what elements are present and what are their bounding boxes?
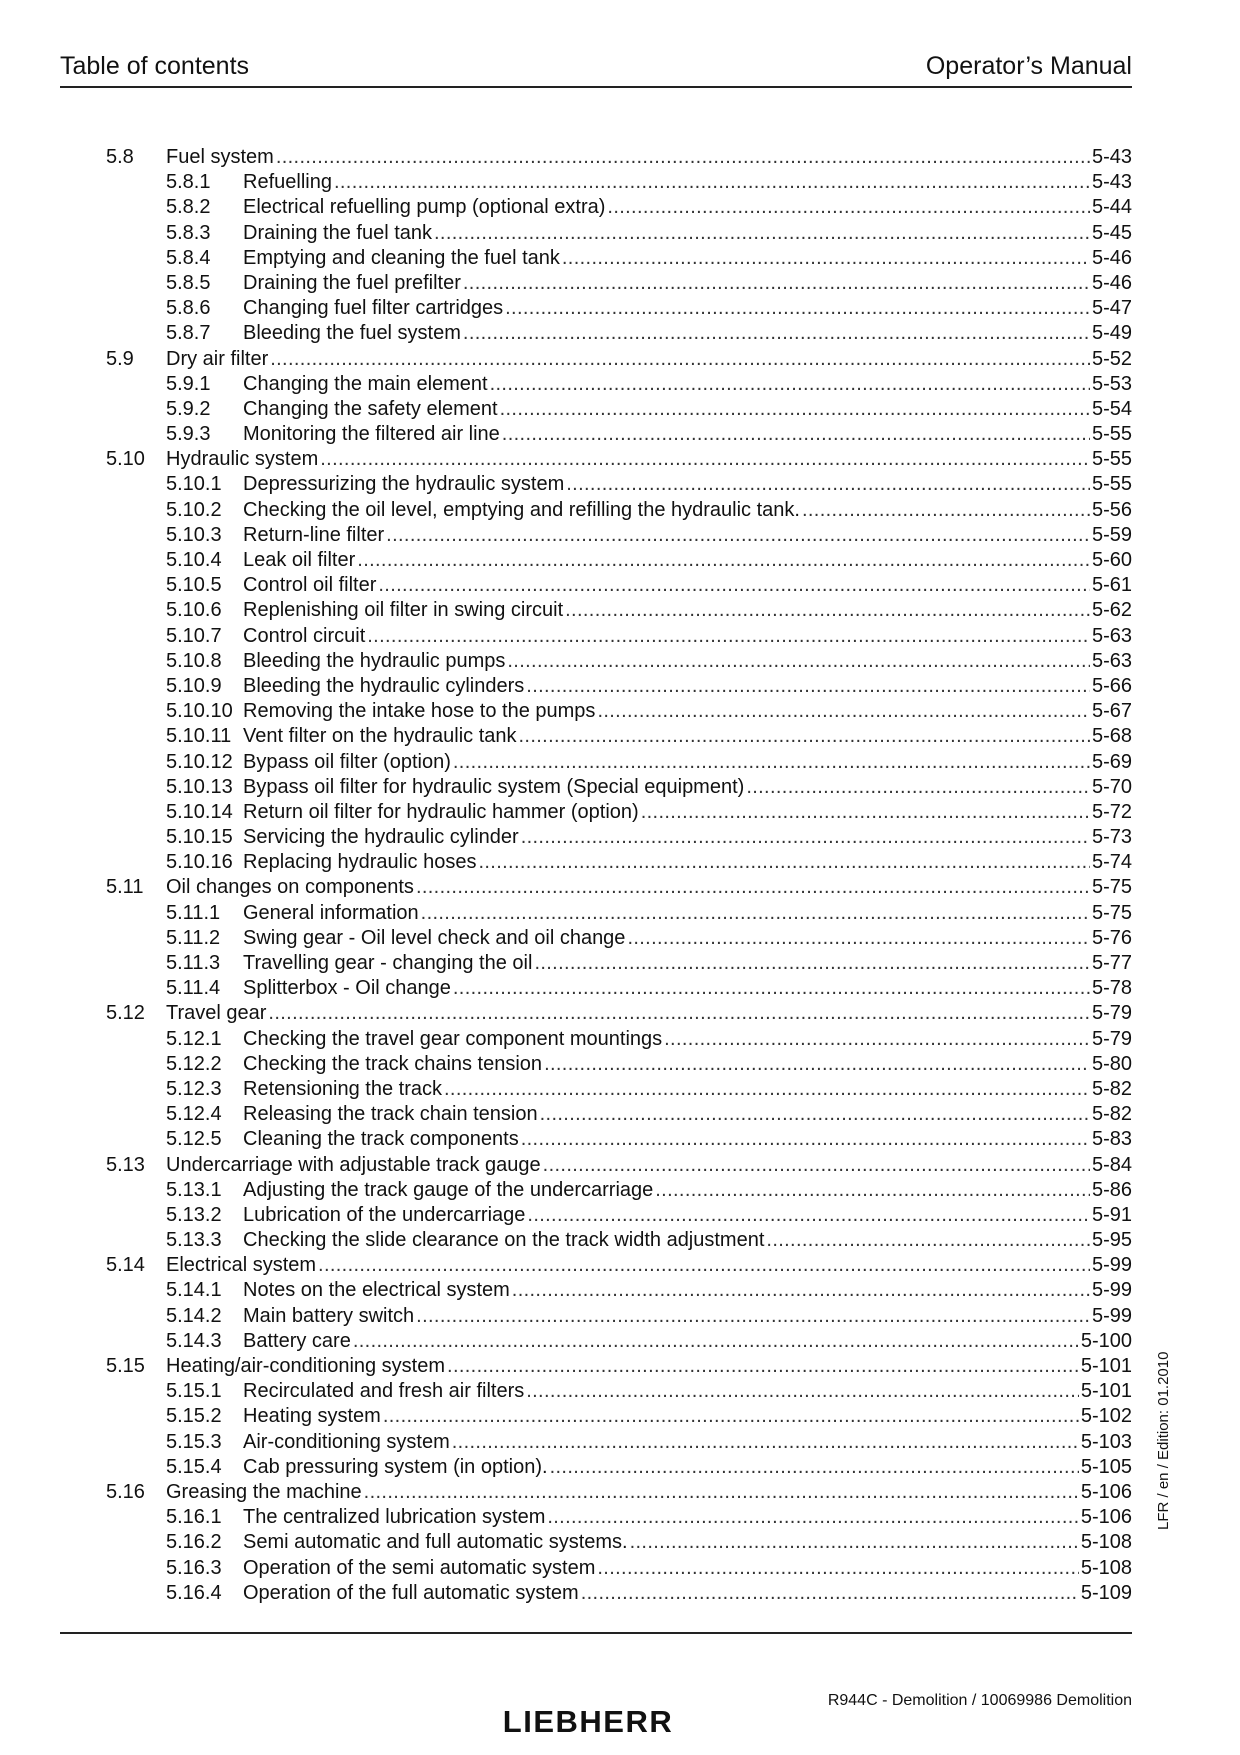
toc-entry-number: 5.10.12	[166, 750, 233, 773]
toc-entry[interactable]	[106, 951, 1132, 976]
toc-entry[interactable]	[106, 1102, 1132, 1127]
toc-entry-title: Recirculated and fresh air filters	[243, 1380, 525, 1403]
toc-entry[interactable]	[106, 875, 1132, 900]
toc-entry-page: 5-72	[1091, 800, 1132, 823]
toc-entry-title: Greasing the machine	[166, 1480, 362, 1503]
toc-entry-page: 5-101	[1080, 1355, 1132, 1377]
toc-entry-number: 5.16.4	[166, 1581, 222, 1604]
toc-entry-title: Retensioning the track	[243, 1077, 443, 1100]
toc-dot-leader	[364, 1480, 1079, 1505]
toc-entry-number: 5.8.3	[166, 221, 211, 244]
toc-entry-page: 5-43	[1091, 171, 1132, 194]
toc-entry-number: 5.13.3	[166, 1229, 222, 1252]
toc-dot-leader	[463, 321, 1090, 346]
toc-dot-leader	[453, 976, 1090, 1001]
toc-entry-number: 5.15.4	[166, 1455, 222, 1478]
toc-entry-page: 5-91	[1091, 1203, 1132, 1226]
toc-entry-page: 5-106	[1080, 1506, 1132, 1529]
toc-entry-number: 5.8.1	[166, 171, 211, 194]
toc-entry-title: Travelling gear - changing the oil	[243, 952, 533, 974]
toc-entry[interactable]	[106, 1178, 1132, 1203]
toc-entry-page: 5-95	[1091, 1229, 1132, 1252]
toc-entry-title: Depressurizing the hydraulic system	[243, 473, 565, 496]
toc-entry[interactable]	[106, 1455, 1132, 1480]
toc-entry-page: 5-84	[1091, 1153, 1132, 1176]
toc-entry-page: 5-60	[1091, 549, 1132, 571]
toc-entry[interactable]	[106, 850, 1132, 875]
toc-entry-page: 5-101	[1080, 1380, 1132, 1403]
toc-entry[interactable]	[106, 1027, 1132, 1052]
toc-dot-leader	[386, 523, 1090, 548]
toc-entry-number: 5.13.1	[166, 1178, 222, 1201]
toc-dot-leader	[597, 1556, 1078, 1581]
toc-entry-page: 5-86	[1091, 1178, 1132, 1201]
toc-entry[interactable]	[106, 825, 1132, 850]
toc-entry-page: 5-82	[1091, 1103, 1132, 1126]
toc-entry[interactable]	[106, 472, 1132, 497]
toc-entry-title: Swing gear - Oil level check and oil change	[243, 926, 626, 949]
toc-entry-number: 5.10.8	[166, 649, 222, 672]
toc-entry-number: 5.15.3	[166, 1430, 222, 1453]
toc-entry-number: 5.12.3	[166, 1077, 222, 1100]
toc-entry-page: 5-43	[1091, 146, 1132, 168]
toc-entry[interactable]	[106, 1052, 1132, 1077]
toc-entry-title: Electrical system	[166, 1254, 317, 1277]
toc-entry-title: Emptying and cleaning the fuel tank	[243, 246, 560, 269]
toc-entry-title: Control circuit	[243, 624, 366, 647]
toc-entry[interactable]	[106, 724, 1132, 749]
toc-entry-number: 5.10.3	[166, 523, 222, 546]
toc-dot-leader	[353, 1329, 1079, 1354]
toc-entry[interactable]	[106, 1253, 1132, 1278]
toc-entry-page: 5-73	[1091, 826, 1132, 849]
toc-entry-page: 5-99	[1091, 1304, 1132, 1327]
toc-entry[interactable]	[106, 1329, 1132, 1354]
toc-entry-title: Checking the slide clearance on the track width adjustment	[243, 1229, 765, 1252]
toc-entry-number: 5.9.1	[166, 372, 211, 395]
toc-dot-leader	[746, 775, 1090, 800]
toc-entry-title: Semi automatic and full automatic systems.	[243, 1531, 628, 1554]
toc-dot-leader	[318, 1253, 1090, 1278]
toc-entry-page: 5-78	[1091, 977, 1132, 1000]
toc-entry-page: 5-70	[1091, 775, 1132, 798]
toc-dot-leader	[597, 699, 1090, 724]
toc-entry[interactable]	[106, 573, 1132, 598]
toc-entry-title: Removing the intake hose to the pumps	[243, 700, 596, 723]
toc-entry[interactable]	[106, 422, 1132, 447]
toc-entry[interactable]	[106, 598, 1132, 623]
toc-entry-title: Return-line filter	[243, 523, 385, 546]
edition-info: LFR / en / Edition: 01.2010	[1155, 1351, 1172, 1530]
toc-dot-leader	[367, 624, 1090, 649]
toc-entry-number: 5.10.16	[166, 851, 233, 874]
toc-dot-leader	[566, 472, 1090, 497]
toc-entry[interactable]	[106, 548, 1132, 573]
toc-entry[interactable]	[106, 1354, 1132, 1379]
toc-entry-title: Refuelling	[243, 171, 332, 194]
toc-dot-leader	[452, 1430, 1079, 1455]
toc-entry-page: 5-55	[1091, 448, 1132, 471]
toc-entry-title: Air-conditioning system	[243, 1430, 450, 1453]
toc-entry-number: 5.8.6	[166, 297, 211, 320]
toc-entry[interactable]	[106, 1153, 1132, 1178]
toc-entry-number: 5.16.3	[166, 1556, 222, 1579]
toc-dot-leader	[526, 674, 1090, 699]
toc-entry-title: Dry air filter	[166, 347, 269, 370]
toc-entry-number: 5.10	[106, 448, 145, 471]
toc-dot-leader	[357, 548, 1090, 573]
toc-dot-leader	[655, 1178, 1090, 1203]
toc-entry-title: Draining the fuel tank	[243, 221, 433, 244]
toc-entry-title: Changing the main element	[243, 372, 488, 395]
toc-entry[interactable]	[106, 498, 1132, 523]
toc-entry-number: 5.10.6	[166, 599, 222, 622]
footer-document-id: R944C - Demolition / 10069986 Demolition	[827, 1692, 1132, 1709]
page-header	[60, 52, 1132, 88]
toc-entry-number: 5.12.5	[166, 1128, 222, 1151]
toc-entry-page: 5-108	[1080, 1556, 1132, 1579]
toc-entry-number: 5.10.1	[166, 473, 222, 496]
toc-entry-number: 5.9.2	[166, 397, 211, 420]
toc-dot-leader	[270, 347, 1090, 372]
toc-dot-leader	[664, 1027, 1090, 1052]
toc-entry-title: Checking the track chains tension	[243, 1052, 543, 1075]
toc-entry-title: Bleeding the fuel system	[243, 322, 461, 345]
toc-entry-page: 5-54	[1091, 397, 1132, 420]
toc-dot-leader	[505, 296, 1090, 321]
toc-dot-leader	[453, 750, 1090, 775]
toc-entry-number: 5.10.7	[166, 624, 222, 647]
toc-entry-page: 5-99	[1091, 1254, 1132, 1277]
toc-entry-page: 5-47	[1091, 297, 1132, 320]
toc-entry-number: 5.11.2	[166, 926, 221, 949]
toc-dot-leader	[434, 221, 1090, 246]
header-section-title: Table of contents	[60, 52, 250, 80]
toc-entry[interactable]	[106, 1530, 1132, 1555]
toc-entry-page: 5-61	[1091, 574, 1132, 597]
toc-entry[interactable]	[106, 1430, 1132, 1455]
toc-entry[interactable]	[106, 1228, 1132, 1253]
toc-entry-page: 5-45	[1091, 221, 1132, 244]
toc-entry-page: 5-77	[1091, 952, 1132, 974]
toc-entry[interactable]	[106, 447, 1132, 472]
toc-entry-number: 5.8.7	[166, 322, 211, 345]
toc-dot-leader	[527, 1203, 1090, 1228]
toc-dot-leader	[544, 1052, 1090, 1077]
toc-dot-leader	[416, 1304, 1090, 1329]
toc-entry-title: Checking the travel gear component mountings	[243, 1027, 663, 1050]
toc-entry-number: 5.8.4	[166, 246, 211, 269]
toc-entry-title: Electrical refuelling pump (optional extra)	[243, 196, 606, 219]
toc-entry[interactable]	[106, 195, 1132, 220]
toc-entry-title: Heating/air-conditioning system	[166, 1355, 446, 1377]
toc-entry[interactable]	[106, 1077, 1132, 1102]
toc-entry-number: 5.16.2	[166, 1531, 222, 1554]
toc-entry-page: 5-108	[1080, 1531, 1132, 1554]
toc-entry[interactable]	[106, 170, 1132, 195]
toc-entry[interactable]	[106, 699, 1132, 724]
toc-entry-title: Operation of the semi automatic system	[243, 1556, 596, 1579]
toc-entry-page: 5-56	[1091, 498, 1132, 521]
toc-entry[interactable]	[106, 1556, 1132, 1581]
toc-entry-number: 5.11.4	[166, 977, 221, 1000]
toc-dot-leader	[444, 1077, 1090, 1102]
toc-dot-leader	[627, 926, 1090, 951]
toc-entry[interactable]	[106, 1001, 1132, 1026]
toc-entry-title: General information	[243, 901, 419, 924]
toc-dot-leader	[463, 271, 1090, 296]
toc-entry-page: 5-75	[1091, 876, 1132, 899]
toc-entry[interactable]	[106, 221, 1132, 246]
toc-entry-title: Return oil filter for hydraulic hammer (option)	[243, 800, 639, 823]
toc-entry-number: 5.10.15	[166, 826, 233, 849]
toc-entry-number: 5.13	[106, 1153, 145, 1176]
toc-entry[interactable]	[106, 649, 1132, 674]
toc-entry-title: Changing the safety element	[243, 397, 498, 420]
toc-entry-title: Bypass oil filter for hydraulic system (Special equipment)	[243, 775, 745, 798]
toc-entry[interactable]	[106, 1127, 1132, 1152]
toc-entry-number: 5.10.2	[166, 498, 222, 521]
toc-entry[interactable]	[106, 624, 1132, 649]
liebherr-logo	[490, 1704, 686, 1738]
toc-entry-title: Heating system	[243, 1405, 381, 1428]
toc-dot-leader	[565, 598, 1090, 623]
toc-entry-page: 5-103	[1080, 1430, 1132, 1453]
toc-entry-title: Travel gear	[166, 1002, 267, 1025]
toc-entry-number: 5.12.4	[166, 1103, 222, 1126]
toc-entry-number: 5.15.2	[166, 1405, 222, 1428]
toc-dot-leader	[383, 1404, 1079, 1429]
toc-entry-page: 5-53	[1091, 372, 1132, 395]
toc-entry[interactable]	[106, 1379, 1132, 1404]
toc-entry-number: 5.8.5	[166, 271, 211, 294]
toc-entry-number: 5.12	[106, 1002, 145, 1025]
toc-entry-page: 5-44	[1091, 196, 1132, 219]
toc-entry-page: 5-75	[1091, 901, 1132, 924]
toc-entry-number: 5.12.1	[166, 1027, 222, 1050]
toc-entry-number: 5.15	[106, 1355, 145, 1377]
toc-dot-leader	[547, 1505, 1078, 1530]
toc-dot-leader	[641, 800, 1090, 825]
toc-entry-title: Undercarriage with adjustable track gauge	[166, 1153, 541, 1176]
toc-dot-leader	[521, 1127, 1090, 1152]
toc-entry-page: 5-68	[1091, 725, 1132, 748]
toc-entry-page: 5-109	[1080, 1581, 1132, 1604]
toc-entry-number: 5.10.13	[166, 775, 233, 798]
toc-dot-leader	[334, 170, 1090, 195]
toc-dot-leader	[268, 1001, 1090, 1026]
toc-entry[interactable]	[106, 775, 1132, 800]
footer-divider	[60, 1632, 1132, 1634]
toc-entry[interactable]	[106, 246, 1132, 271]
toc-entry[interactable]	[106, 1404, 1132, 1429]
toc-entry-title: Notes on the electrical system	[243, 1279, 510, 1302]
toc-dot-leader	[502, 422, 1090, 447]
toc-entry-title: The centralized lubrication system	[243, 1506, 546, 1529]
toc-entry-page: 5-102	[1080, 1405, 1132, 1428]
toc-dot-leader	[802, 498, 1090, 523]
toc-entry-page: 5-55	[1091, 473, 1132, 496]
toc-entry-title: Control oil filter	[243, 574, 377, 597]
toc-entry[interactable]	[106, 271, 1132, 296]
toc-entry-page: 5-63	[1091, 624, 1132, 647]
toc-entry-title: Adjusting the track gauge of the undercarriage	[243, 1178, 654, 1201]
toc-entry-number: 5.11	[106, 876, 144, 899]
toc-dot-leader	[550, 1455, 1079, 1480]
toc-dot-leader	[581, 1581, 1079, 1606]
toc-entry-page: 5-79	[1091, 1002, 1132, 1025]
toc-entry-page: 5-79	[1091, 1027, 1132, 1050]
toc-entry[interactable]	[106, 976, 1132, 1001]
toc-entry[interactable]	[106, 296, 1132, 321]
toc-entry-title: Releasing the track chain tension	[243, 1103, 538, 1126]
toc-entry-title: Oil changes on components	[166, 876, 414, 899]
toc-entry-number: 5.10.4	[166, 549, 222, 571]
toc-entry-number: 5.8	[106, 146, 134, 168]
toc-entry-title: Battery care	[243, 1329, 351, 1352]
toc-entry-page: 5-46	[1091, 271, 1132, 294]
toc-entry-page: 5-55	[1091, 423, 1132, 446]
toc-entry-title: Bleeding the hydraulic cylinders	[243, 674, 525, 697]
toc-entry[interactable]	[106, 523, 1132, 548]
toc-entry[interactable]	[106, 926, 1132, 951]
toc-entry[interactable]	[106, 901, 1132, 926]
toc-entry[interactable]	[106, 800, 1132, 825]
table-of-contents	[106, 145, 1132, 1606]
toc-entry-number: 5.14.2	[166, 1304, 222, 1327]
toc-entry-number: 5.12.2	[166, 1052, 222, 1075]
toc-dot-leader	[766, 1228, 1090, 1253]
toc-dot-leader	[447, 1354, 1079, 1379]
toc-dot-leader	[562, 246, 1090, 271]
toc-entry-page: 5-105	[1080, 1455, 1132, 1478]
toc-dot-leader	[540, 1102, 1090, 1127]
toc-entry-page: 5-49	[1091, 322, 1132, 345]
toc-entry[interactable]	[106, 347, 1132, 372]
toc-entry-page: 5-76	[1091, 926, 1132, 949]
toc-entry-number: 5.9	[106, 347, 134, 370]
toc-dot-leader	[543, 1153, 1090, 1178]
toc-entry-page: 5-69	[1091, 750, 1132, 773]
toc-entry-page: 5-83	[1091, 1128, 1132, 1151]
toc-entry-number: 5.10.5	[166, 574, 222, 597]
toc-entry-title: Hydraulic system	[166, 448, 319, 471]
toc-entry-page: 5-59	[1091, 523, 1132, 546]
toc-entry-title: Fuel system	[166, 146, 274, 168]
toc-entry-page: 5-66	[1091, 674, 1132, 697]
toc-dot-leader	[276, 145, 1090, 170]
toc-entry[interactable]	[106, 1581, 1132, 1606]
toc-entry-title: Lubrication of the undercarriage	[243, 1203, 526, 1226]
toc-entry[interactable]	[106, 1304, 1132, 1329]
toc-entry[interactable]	[106, 1203, 1132, 1228]
toc-entry-title: Draining the fuel prefilter	[243, 271, 461, 294]
toc-entry-title: Vent filter on the hydraulic tank	[243, 725, 517, 748]
toc-entry-page: 5-99	[1091, 1279, 1132, 1302]
toc-entry-title: Splitterbox - Oil change	[243, 977, 451, 1000]
toc-dot-leader	[416, 875, 1090, 900]
toc-entry[interactable]	[106, 750, 1132, 775]
toc-entry-page: 5-82	[1091, 1077, 1132, 1100]
toc-dot-leader	[630, 1530, 1079, 1555]
toc-entry-number: 5.10.10	[166, 700, 233, 723]
toc-entry[interactable]	[106, 372, 1132, 397]
toc-entry-number: 5.11.1	[166, 901, 221, 924]
toc-entry-number: 5.13.2	[166, 1203, 222, 1226]
toc-entry[interactable]	[106, 1480, 1132, 1505]
toc-entry-number: 5.8.2	[166, 196, 211, 219]
toc-entry-page: 5-100	[1080, 1329, 1132, 1352]
toc-entry[interactable]	[106, 1278, 1132, 1303]
toc-entry-page: 5-46	[1091, 246, 1132, 269]
toc-entry-title: Checking the oil level, emptying and refilling the hydraulic tank.	[243, 498, 800, 521]
toc-entry-number: 5.14	[106, 1254, 145, 1277]
toc-entry-number: 5.16.1	[166, 1506, 222, 1529]
toc-dot-leader	[521, 825, 1090, 850]
logo-text: LIEBHERR	[502, 1704, 674, 1738]
toc-entry-title: Replenishing oil filter in swing circuit	[243, 599, 564, 622]
toc-entry[interactable]	[106, 397, 1132, 422]
header-manual-title: Operator’s Manual	[925, 52, 1132, 80]
toc-entry-number: 5.11.3	[166, 952, 221, 974]
toc-entry-page: 5-74	[1091, 851, 1132, 874]
toc-dot-leader	[607, 195, 1090, 220]
toc-entry-title: Bleeding the hydraulic pumps	[243, 649, 506, 672]
toc-entry-page: 5-52	[1091, 347, 1132, 370]
toc-dot-leader	[421, 901, 1090, 926]
toc-dot-leader	[507, 649, 1090, 674]
toc-entry-page: 5-106	[1080, 1480, 1132, 1503]
toc-dot-leader	[534, 951, 1090, 976]
toc-dot-leader	[500, 397, 1090, 422]
toc-entry-number: 5.14.1	[166, 1279, 222, 1302]
toc-entry-number: 5.10.14	[166, 800, 233, 823]
toc-entry[interactable]	[106, 1505, 1132, 1530]
toc-dot-leader	[490, 372, 1090, 397]
toc-entry-page: 5-63	[1091, 649, 1132, 672]
toc-dot-leader	[478, 850, 1090, 875]
toc-entry[interactable]	[106, 321, 1132, 346]
toc-entry-number: 5.10.9	[166, 674, 222, 697]
toc-entry-page: 5-67	[1091, 700, 1132, 723]
toc-entry-title: Cab pressuring system (in option).	[243, 1455, 548, 1478]
toc-entry-title: Servicing the hydraulic cylinder	[243, 826, 519, 849]
toc-dot-leader	[526, 1379, 1079, 1404]
toc-entry-number: 5.9.3	[166, 423, 211, 446]
toc-dot-leader	[378, 573, 1090, 598]
toc-entry-page: 5-80	[1091, 1052, 1132, 1075]
toc-entry-number: 5.14.3	[166, 1329, 222, 1352]
toc-entry-title: Replacing hydraulic hoses	[243, 851, 477, 874]
toc-dot-leader	[320, 447, 1090, 472]
toc-entry-title: Cleaning the track components	[243, 1128, 519, 1151]
toc-entry-number: 5.16	[106, 1480, 145, 1503]
toc-entry[interactable]	[106, 145, 1132, 170]
toc-dot-leader	[512, 1278, 1090, 1303]
toc-entry[interactable]	[106, 674, 1132, 699]
toc-entry-page: 5-62	[1091, 599, 1132, 622]
toc-entry-number: 5.10.11	[166, 725, 232, 748]
toc-entry-number: 5.15.1	[166, 1380, 222, 1403]
toc-entry-title: Main battery switch	[243, 1304, 415, 1327]
toc-entry-title: Bypass oil filter (option)	[243, 750, 451, 773]
toc-dot-leader	[519, 724, 1090, 749]
toc-entry-title: Monitoring the filtered air line	[243, 423, 500, 446]
toc-entry-title: Leak oil filter	[243, 549, 356, 571]
toc-entry-title: Changing fuel filter cartridges	[243, 297, 504, 320]
toc-entry-title: Operation of the full automatic system	[243, 1581, 579, 1604]
